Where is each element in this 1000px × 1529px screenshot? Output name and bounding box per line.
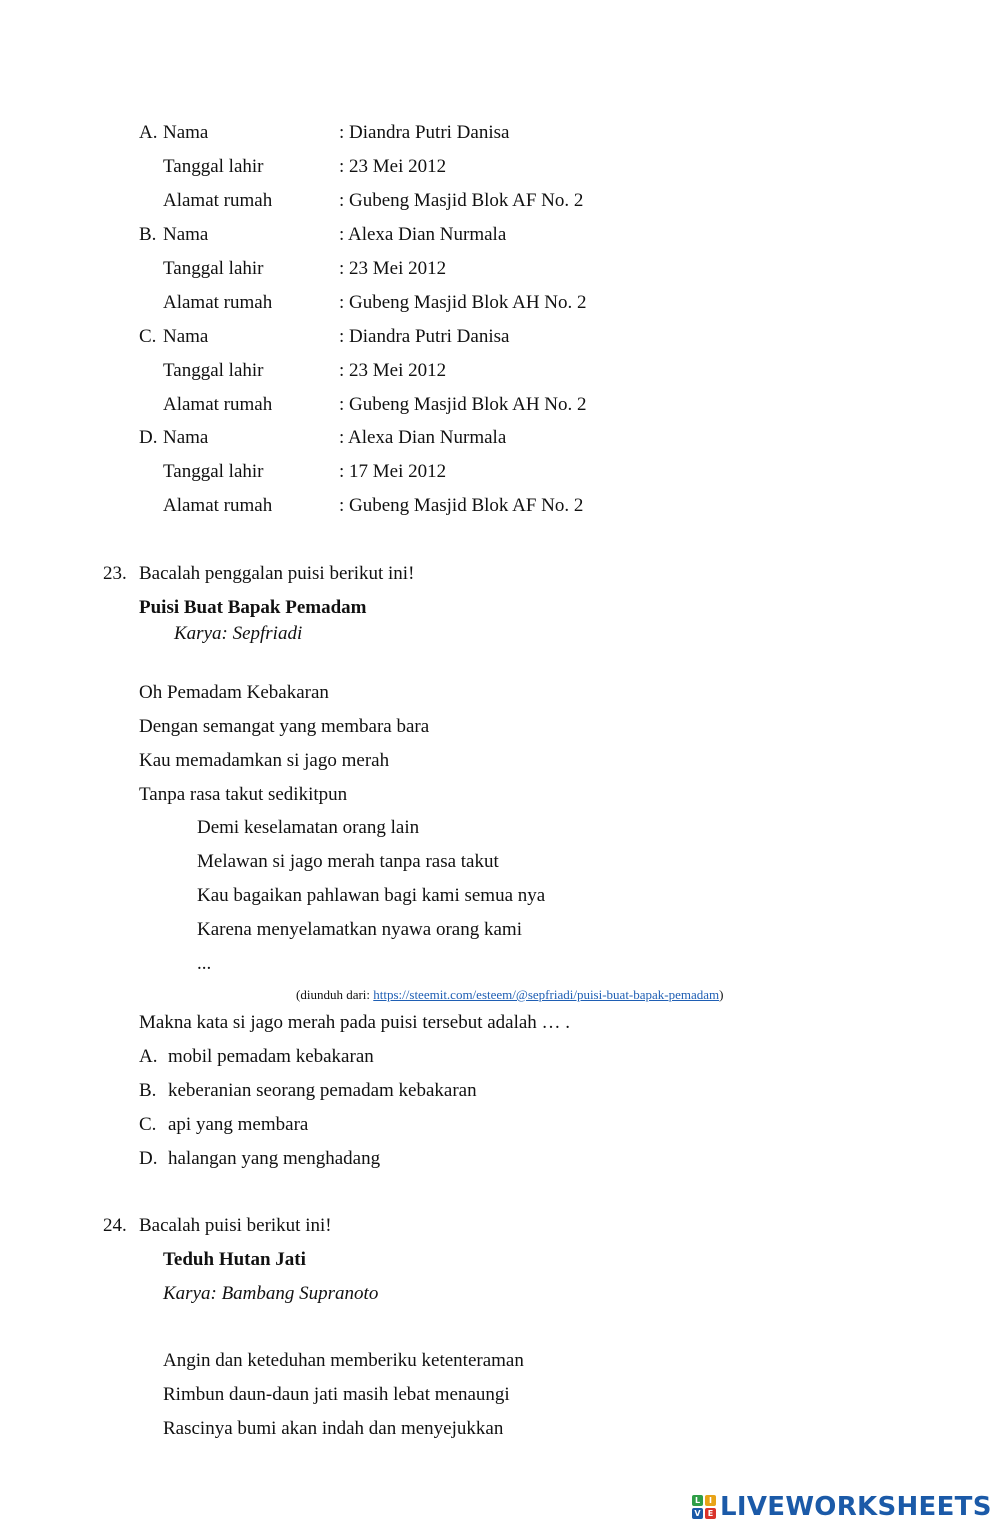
source-citation (296, 983, 724, 1007)
liveworksheets-logo-icon (692, 1495, 716, 1519)
poem-line: Melawan si jago merah tanpa rasa takut (197, 851, 499, 872)
poem-line: Tanpa rasa takut sedikitpun (139, 784, 348, 805)
q22-label-nama: Nama (163, 427, 209, 448)
q22-value-lahir: : 17 Mei 2012 (339, 461, 447, 482)
answer-letter: A. (139, 1046, 158, 1067)
q22-value-lahir: : 23 Mei 2012 (339, 258, 447, 279)
answer-letter: B. (139, 1080, 157, 1101)
poem-line: Oh Pemadam Kebakaran (139, 682, 329, 703)
q22-value-lahir: : 23 Mei 2012 (339, 360, 447, 381)
answer-letter: D. (139, 1148, 158, 1169)
question-number: 24. (103, 1215, 127, 1236)
q22-value-nama: : Diandra Putri Danisa (339, 122, 510, 143)
q22-value-alamat: : Gubeng Masjid Blok AF No. 2 (339, 190, 584, 211)
q22-label-alamat: Alamat rumah (163, 190, 273, 211)
q22-value-alamat: : Gubeng Masjid Blok AF No. 2 (339, 495, 584, 516)
q22-value-alamat: : Gubeng Masjid Blok AH No. 2 (339, 394, 587, 415)
q22-label-nama: Nama (163, 224, 209, 245)
q22-value-nama: : Alexa Dian Nurmala (339, 427, 507, 448)
q22-label-nama: Nama (163, 326, 209, 347)
source-link[interactable]: https://steemit.com/esteem/@sepfriadi/puisi-buat-bapak-pemadam (373, 987, 720, 1002)
poem-line: Karena menyelamatkan nyawa orang kami (197, 919, 522, 940)
q22-label-lahir: Tanggal lahir (163, 258, 264, 279)
q22-value-nama: : Diandra Putri Danisa (339, 326, 510, 347)
source-suffix: ) (719, 987, 724, 1002)
answer-option: api yang membara (168, 1114, 309, 1135)
q22-value-lahir: : 23 Mei 2012 (339, 156, 447, 177)
poem-line: Kau bagaikan pahlawan bagi kami semua nya (197, 885, 546, 906)
question-number: 23. (103, 563, 127, 584)
q22-option-letter: A. (139, 122, 158, 143)
poem-line: Kau memadamkan si jago merah (139, 750, 390, 771)
q22-label-lahir: Tanggal lahir (163, 461, 264, 482)
poem-line: Rascinya bumi akan indah dan menyejukkan (163, 1418, 504, 1439)
q22-value-alamat: : Gubeng Masjid Blok AH No. 2 (339, 292, 587, 313)
q22-label-alamat: Alamat rumah (163, 394, 273, 415)
answer-letter: C. (139, 1114, 157, 1135)
answer-option: mobil pemadam kebakaran (168, 1046, 374, 1067)
poem-line: Angin dan keteduhan memberiku ketenteraman (163, 1350, 524, 1371)
q22-option-letter: B. (139, 224, 157, 245)
logo-square: L (692, 1495, 703, 1506)
poem-line: Dengan semangat yang membara bara (139, 716, 430, 737)
q22-option-letter: C. (139, 326, 157, 347)
q22-label-lahir: Tanggal lahir (163, 156, 264, 177)
source-prefix: (diunduh dari: (296, 987, 374, 1002)
answer-option: halangan yang menghadang (168, 1148, 381, 1169)
logo-square: V (692, 1508, 703, 1519)
poem-title: Puisi Buat Bapak Pemadam (139, 597, 367, 618)
poem-line: Demi keselamatan orang lain (197, 817, 420, 838)
q22-label-nama: Nama (163, 122, 209, 143)
logo-text: LIVEWORKSHEETS (720, 1492, 992, 1522)
q22-label-alamat: Alamat rumah (163, 495, 273, 516)
poem-title: Teduh Hutan Jati (163, 1249, 306, 1270)
poem-line: Rimbun daun-daun jati masih lebat menaungi (163, 1384, 510, 1405)
q22-label-lahir: Tanggal lahir (163, 360, 264, 381)
q22-label-alamat: Alamat rumah (163, 292, 273, 313)
question-text: Makna kata si jago merah pada puisi tersebut adalah … . (139, 1012, 571, 1033)
logo-square: E (705, 1508, 716, 1519)
answer-option: keberanian seorang pemadam kebakaran (168, 1080, 477, 1101)
logo-square: I (705, 1495, 716, 1506)
question-instruction: Bacalah penggalan puisi berikut ini! (139, 563, 415, 584)
q22-option-letter: D. (139, 427, 158, 448)
q22-value-nama: : Alexa Dian Nurmala (339, 224, 507, 245)
question-instruction: Bacalah puisi berikut ini! (139, 1215, 332, 1236)
liveworksheets-logo (692, 1490, 992, 1524)
poem-author: Karya: Sepfriadi (174, 623, 303, 644)
poem-line: ... (197, 953, 212, 974)
poem-author: Karya: Bambang Supranoto (163, 1283, 379, 1304)
